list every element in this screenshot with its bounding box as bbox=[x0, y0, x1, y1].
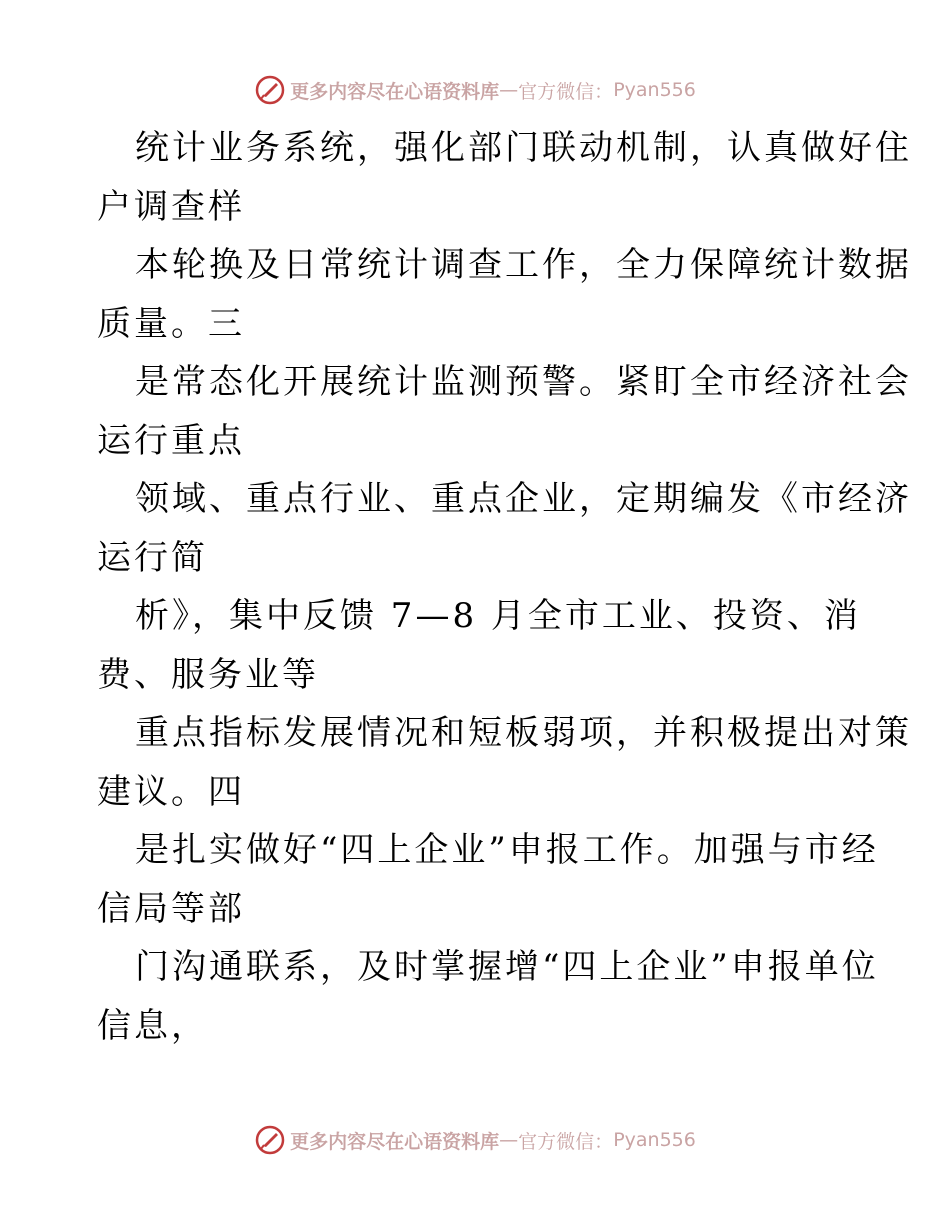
quill-logo-icon bbox=[254, 1124, 286, 1156]
text-line: 户调查样 bbox=[97, 186, 245, 227]
text-line: 重点指标发展情况和短板弱项，并积极提出对策 bbox=[135, 713, 912, 753]
text-line: 运行简 bbox=[97, 537, 208, 578]
text-line: 领域、重点行业、重点企业，定期编发《市经济 bbox=[135, 479, 912, 519]
header-watermark bbox=[0, 70, 950, 110]
quill-logo-icon bbox=[254, 74, 286, 106]
watermark-contact-label: 官方微信： bbox=[518, 1130, 614, 1153]
text-line: 信息， bbox=[97, 1005, 208, 1046]
text-line: 质量。三 bbox=[97, 303, 245, 344]
watermark-brand: 更多内容尽在心语资料库 bbox=[290, 1130, 500, 1153]
text-line: 析》，集中反馈 7—8 月全市工业、投资、消 bbox=[135, 596, 861, 636]
text-line: 统计业务系统，强化部门联动机制，认真做好住 bbox=[135, 128, 912, 168]
footer-watermark bbox=[0, 1120, 950, 1160]
text-line: 建议。四 bbox=[97, 771, 245, 812]
text-line: 门沟通联系，及时掌握增“四上企业”申报单位 bbox=[135, 947, 879, 987]
text-line: 费、服务业等 bbox=[97, 654, 319, 695]
text-line: 运行重点 bbox=[97, 420, 245, 461]
watermark-contact-id: Pyan556 bbox=[613, 79, 696, 101]
watermark-separator: — bbox=[499, 1129, 519, 1151]
watermark-contact-id: Pyan556 bbox=[613, 1129, 696, 1151]
watermark-brand: 更多内容尽在心语资料库 bbox=[290, 80, 500, 103]
watermark-contact-label: 官方微信： bbox=[518, 80, 614, 103]
watermark-separator: — bbox=[499, 79, 519, 101]
text-line: 本轮换及日常统计调查工作，全力保障统计数据 bbox=[135, 245, 912, 285]
text-line: 是扎实做好“四上企业”申报工作。加强与市经 bbox=[135, 830, 879, 870]
document-body bbox=[97, 119, 912, 1055]
text-line: 信局等部 bbox=[97, 888, 245, 929]
text-line: 是常态化开展统计监测预警。紧盯全市经济社会 bbox=[135, 362, 912, 402]
